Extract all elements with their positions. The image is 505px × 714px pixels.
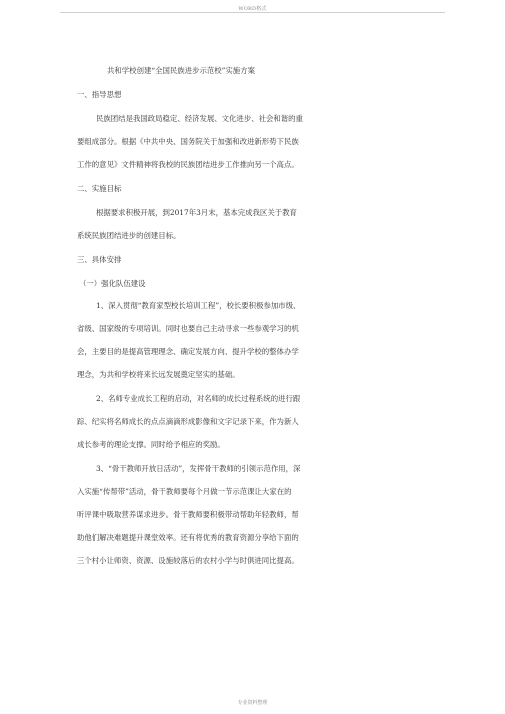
paragraph-line: 省级、国家级的专项培训。同时也要自己主动寻求一些参观学习的机	[77, 324, 299, 333]
header-divider	[60, 12, 445, 13]
paragraph-line: 助他们解决难题提升课堂效率。还有将优秀的教育资源分享给下面的	[77, 533, 299, 542]
paragraph-line: 听评课中吸取营养谋求进步。骨干教师要积极带动帮助年轻教师，帮	[77, 510, 299, 519]
paragraph-line: 2、名师专业成长工程的启动，对名师的成长过程系统的进行跟	[96, 394, 301, 403]
document-body	[77, 66, 377, 579]
subsection-heading-team-building: （一）强化队伍建设	[79, 279, 146, 288]
section-heading-goals: 二、实施目标	[77, 184, 122, 193]
paragraph-line: 成长参考的理论支撑。同时给予相应的奖励。	[77, 440, 225, 449]
paragraph-line: 3、“骨干教师开放日活动”，发挥骨干教师的引领示范作用，深	[96, 464, 301, 473]
paragraph-line: 踪、纪实将名师成长的点点滴滴形成影像和文字记录下来，作为新人	[77, 417, 299, 426]
paragraph-line: 系统民族团结进步的创建目标。	[77, 231, 181, 240]
section-heading-arrangements: 三、具体安排	[77, 255, 122, 264]
paragraph-line: 工作的意见》文件精神将我校的民族团结进步工作推向另一个高点。	[77, 160, 299, 169]
paragraph-line: 民族团结是我国政局稳定、经济发展、文化进步、社会和谐的重	[96, 114, 303, 123]
document-title: 共和学校创建“全国民族进步示范校”实施方案	[107, 66, 255, 75]
paragraph-line: 根据要求积极开展，到2017年3月末，基本完成我区关于教育	[96, 208, 297, 217]
paragraph-line: 1、深入贯彻“教育家型校长培训工程”，校长要积极参加市级、	[96, 301, 301, 310]
paragraph-line: 会，主要目的是提高管理理念、确定发展方向、提升学校的整体办学	[77, 347, 299, 356]
paragraph-line: 理念，为共和学校将来长远发展奠定坚实的基础。	[77, 370, 240, 379]
paragraph-line: 要组成部分。根据《中共中央、国务院关于加强和改进新形势下民族	[77, 137, 299, 146]
section-heading-guiding-ideology: 一、指导思想	[77, 90, 122, 99]
page-header-label: WORD格式	[238, 6, 267, 12]
paragraph-line: 入实施“传帮带”活动，骨干教师要每个月做一节示范课让大家在的	[77, 487, 292, 496]
paragraph-line: 三个村小让师资、资源、设施较落后的农村小学与时俱进同比提高。	[77, 556, 299, 565]
page-footer-label: 专业资料整理	[237, 700, 268, 706]
